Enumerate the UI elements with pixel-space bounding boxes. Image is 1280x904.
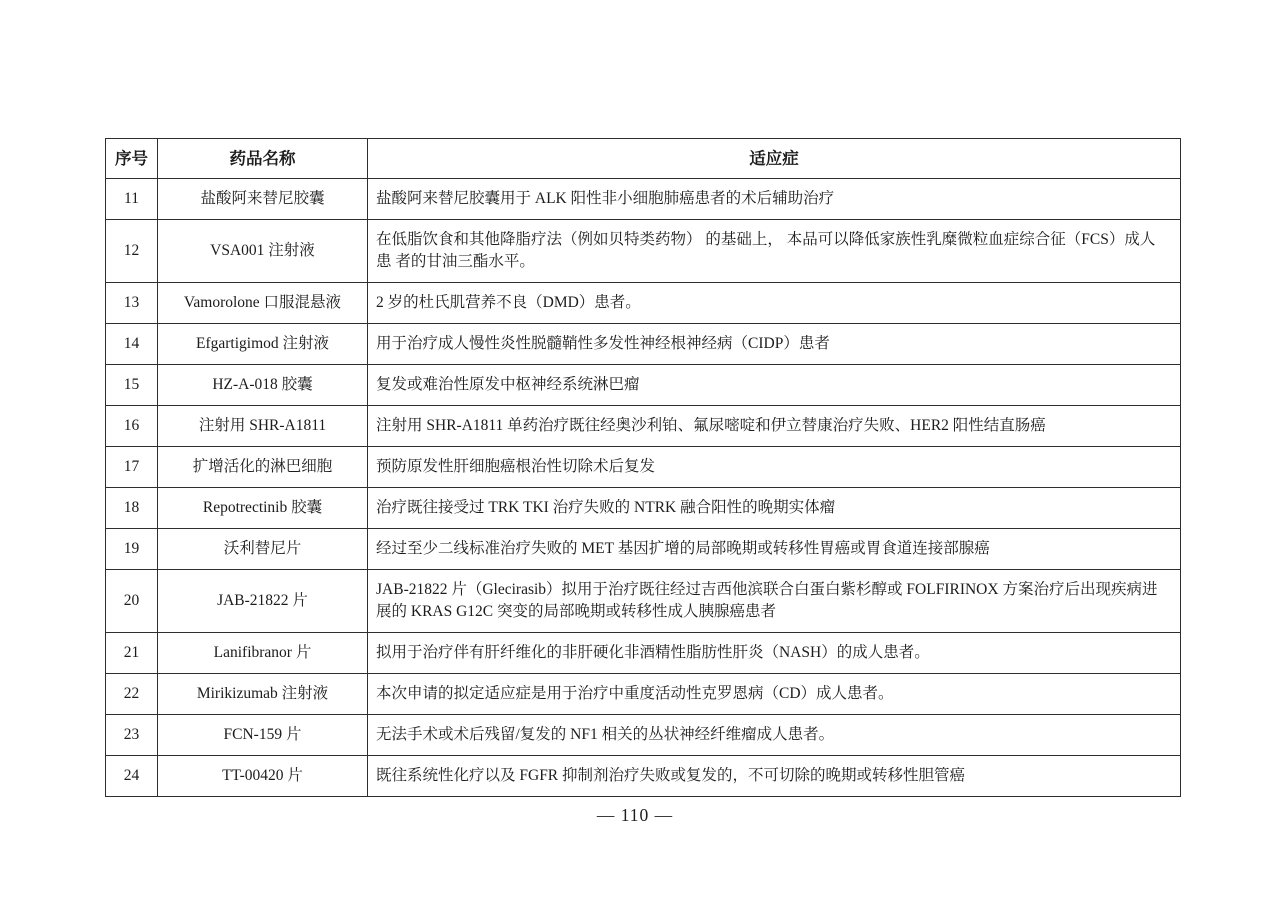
drug-indications-table: [105, 138, 1181, 797]
table-row: [106, 324, 1181, 365]
cell-drug-name: TT-00420 片: [158, 756, 368, 797]
cell-drug-name: Vamorolone 口服混悬液: [158, 283, 368, 324]
cell-serial-number: 15: [106, 365, 158, 406]
cell-serial-number: 23: [106, 715, 158, 756]
cell-indication: 经过至少二线标准治疗失败的 MET 基因扩增的局部晚期或转移性胃癌或胃食道连接部腺癌: [368, 529, 1181, 570]
cell-indication: 预防原发性肝细胞癌根治性切除术后复发: [368, 447, 1181, 488]
cell-drug-name: 盐酸阿来替尼胶囊: [158, 179, 368, 220]
table-row: [106, 570, 1181, 633]
cell-indication: 2 岁的杜氏肌营养不良（DMD）患者。: [368, 283, 1181, 324]
column-header-drug-name: 药品名称: [158, 139, 368, 179]
cell-serial-number: 17: [106, 447, 158, 488]
table-row: [106, 756, 1181, 797]
cell-indication: 在低脂饮食和其他降脂疗法（例如贝特类药物） 的基础上， 本品可以降低家族性乳糜微粒血症综合征（FCS）成人患 者的甘油三酯水平。: [368, 220, 1181, 283]
cell-drug-name: Mirikizumab 注射液: [158, 674, 368, 715]
table-row: [106, 406, 1181, 447]
cell-indication: JAB-21822 片（Glecirasib）拟用于治疗既往经过吉西他滨联合白蛋白紫杉醇或 FOLFIRINOX 方案治疗后出现疾病进展的 KRAS G12C 突变的局部晚期或转移性成人胰腺癌患者: [368, 570, 1181, 633]
table-row: [106, 365, 1181, 406]
cell-serial-number: 21: [106, 633, 158, 674]
table-row: [106, 179, 1181, 220]
column-header-serial-number: 序号: [106, 139, 158, 179]
cell-drug-name: HZ-A-018 胶囊: [158, 365, 368, 406]
cell-indication: 本次申请的拟定适应症是用于治疗中重度活动性克罗恩病（CD）成人患者。: [368, 674, 1181, 715]
cell-indication: 既往系统性化疗以及 FGFR 抑制剂治疗失败或复发的，不可切除的晚期或转移性胆管癌: [368, 756, 1181, 797]
table-row: [106, 633, 1181, 674]
cell-indication: 盐酸阿来替尼胶囊用于 ALK 阳性非小细胞肺癌患者的术后辅助治疗: [368, 179, 1181, 220]
cell-serial-number: 19: [106, 529, 158, 570]
page-number: — 110 —: [596, 805, 674, 825]
cell-drug-name: 沃利替尼片: [158, 529, 368, 570]
table-row: [106, 529, 1181, 570]
cell-drug-name: Repotrectinib 胶囊: [158, 488, 368, 529]
cell-indication: 无法手术或术后残留/复发的 NF1 相关的丛状神经纤维瘤成人患者。: [368, 715, 1181, 756]
cell-drug-name: Efgartigimod 注射液: [158, 324, 368, 365]
cell-serial-number: 12: [106, 220, 158, 283]
column-header-indication: 适应症: [368, 139, 1181, 179]
table-row: [106, 488, 1181, 529]
table-row: [106, 447, 1181, 488]
table-header-row: [106, 139, 1181, 179]
table-row: [106, 283, 1181, 324]
cell-serial-number: 20: [106, 570, 158, 633]
cell-serial-number: 13: [106, 283, 158, 324]
cell-indication: 拟用于治疗伴有肝纤维化的非肝硬化非酒精性脂肪性肝炎（NASH）的成人患者。: [368, 633, 1181, 674]
cell-serial-number: 14: [106, 324, 158, 365]
cell-serial-number: 24: [106, 756, 158, 797]
table-row: [106, 674, 1181, 715]
cell-drug-name: JAB-21822 片: [158, 570, 368, 633]
cell-indication: 治疗既往接受过 TRK TKI 治疗失败的 NTRK 融合阳性的晚期实体瘤: [368, 488, 1181, 529]
cell-serial-number: 22: [106, 674, 158, 715]
cell-serial-number: 11: [106, 179, 158, 220]
cell-serial-number: 16: [106, 406, 158, 447]
cell-drug-name: 扩增活化的淋巴细胞: [158, 447, 368, 488]
cell-drug-name: 注射用 SHR-A1811: [158, 406, 368, 447]
table-row: [106, 715, 1181, 756]
table-row: [106, 220, 1181, 283]
cell-indication: 注射用 SHR-A1811 单药治疗既往经奥沙利铂、氟尿嘧啶和伊立替康治疗失败、HER2 阳性结直肠癌: [368, 406, 1181, 447]
cell-drug-name: Lanifibranor 片: [158, 633, 368, 674]
cell-drug-name: FCN-159 片: [158, 715, 368, 756]
cell-serial-number: 18: [106, 488, 158, 529]
cell-indication: 用于治疗成人慢性炎性脱髓鞘性多发性神经根神经病（CIDP）患者: [368, 324, 1181, 365]
cell-drug-name: VSA001 注射液: [158, 220, 368, 283]
cell-indication: 复发或难治性原发中枢神经系统淋巴瘤: [368, 365, 1181, 406]
